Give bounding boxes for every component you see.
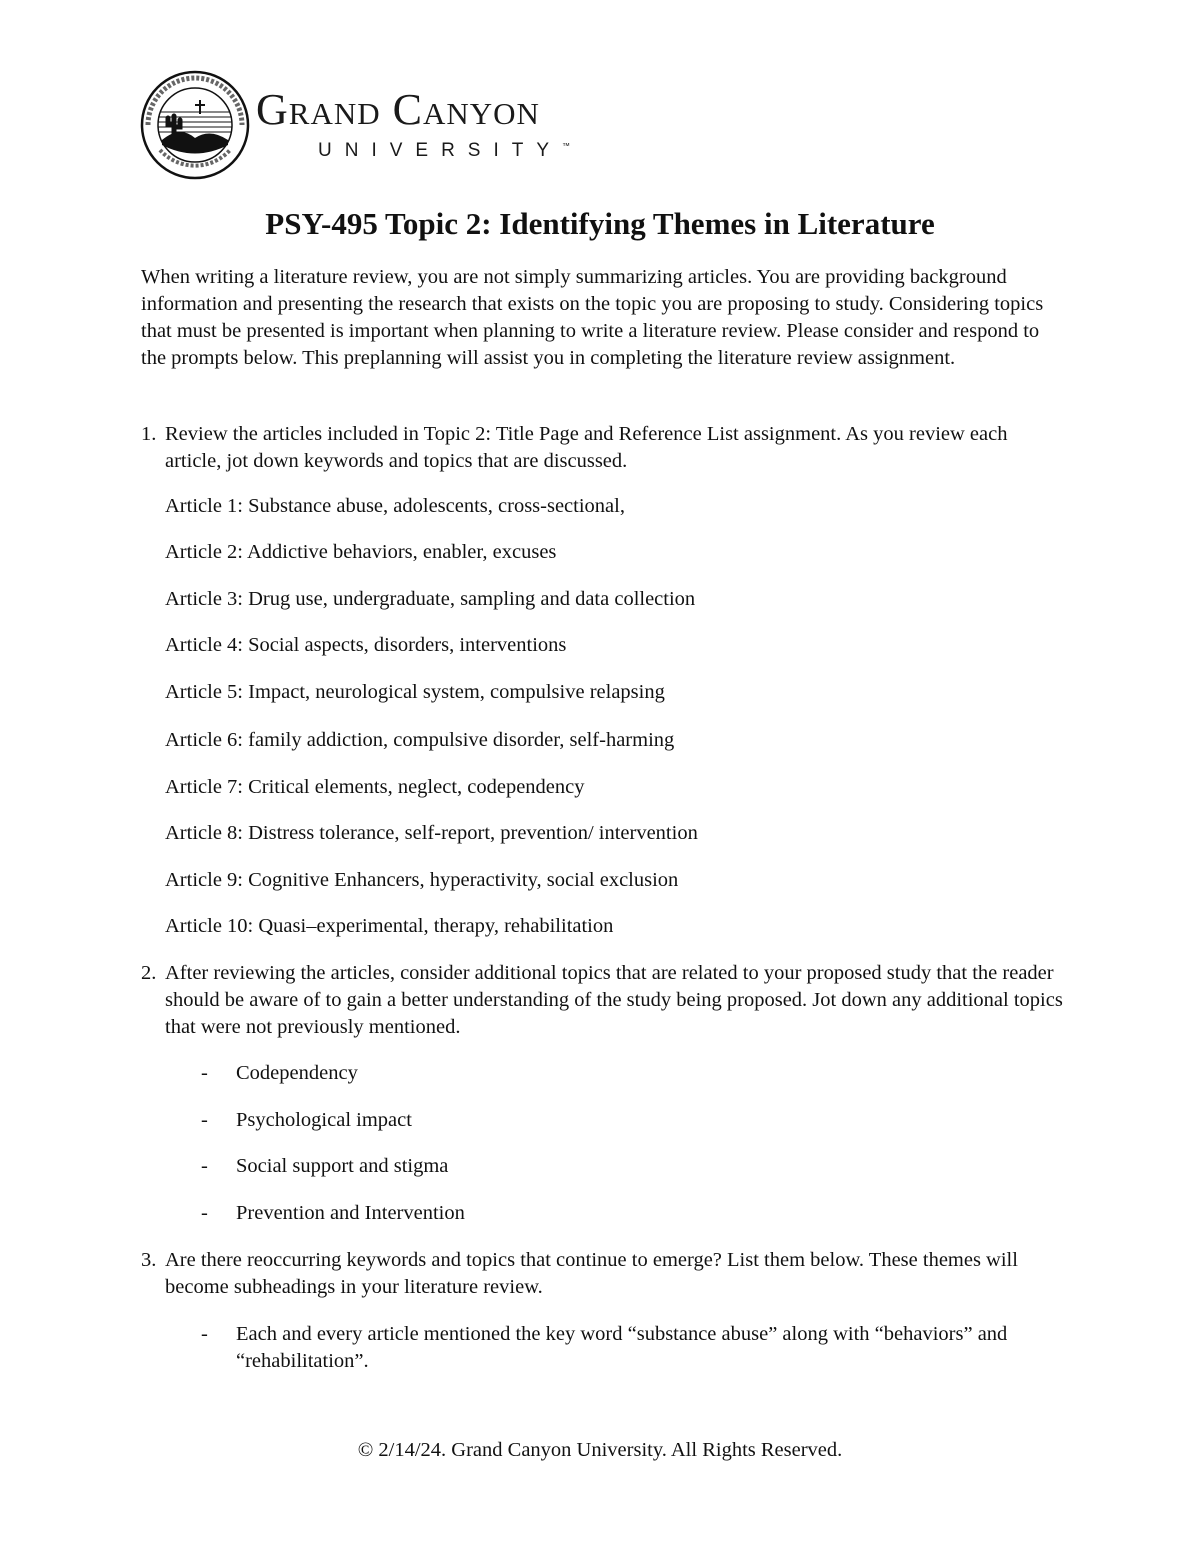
wordmark-university: UNIVERSITY	[318, 140, 563, 161]
wordmark-line-2	[318, 140, 570, 162]
article-10-keywords: Article 10: Quasi–experimental, therapy, rehabilitation	[165, 915, 614, 937]
article-6-keywords: Article 6: family addiction, compulsive disorder, self-harming	[165, 729, 675, 751]
article-8-keywords: Article 8: Distress tolerance, self-report, prevention/ intervention	[165, 822, 698, 844]
university-seal-icon	[140, 70, 250, 180]
copyright-footer: © 2/14/24. Grand Canyon University. All Rights Reserved.	[357, 1439, 843, 1461]
question-3-number: 3.	[141, 1249, 157, 1271]
article-2-keywords: Article 2: Addictive behaviors, enabler, excuses	[165, 541, 557, 563]
additional-topic-item: Codependency	[236, 1062, 358, 1084]
trademark-symbol: ™	[562, 141, 571, 151]
bullet-dash: -	[201, 1202, 208, 1224]
article-5-keywords: Article 5: Impact, neurological system, compulsive relapsing	[165, 681, 665, 703]
university-wordmark	[256, 85, 571, 162]
article-7-keywords: Article 7: Critical elements, neglect, codependency	[165, 776, 585, 798]
article-3-keywords: Article 3: Drug use, undergraduate, sampling and data collection	[165, 588, 696, 610]
additional-topic-item: Prevention and Intervention	[236, 1202, 465, 1224]
bullet-dash: -	[201, 1155, 208, 1177]
question-1-number: 1.	[141, 423, 157, 445]
additional-topic-item: Psychological impact	[236, 1109, 412, 1131]
article-1-keywords: Article 1: Substance abuse, adolescents, cross-sectional,	[165, 495, 625, 517]
recurring-theme-item: Each and every article mentioned the key word “substance abuse” along with “behaviors” and “rehabilitation”.	[236, 1323, 1008, 1372]
intro-paragraph: When writing a literature review, you are not simply summarizing articles. You are providing background information and presenting the research that exists on the topic you are proposing to study. Considering topics that must be presented is important when planning to write a literature review. Please consider and respond to the prompts below. This preplanning will assist you in completing the literature review assignment.	[141, 266, 1044, 369]
question-2-number: 2.	[141, 962, 157, 984]
question-3-text: Are there reoccurring keywords and topics that continue to emerge? List them below. These themes will become subheadings in your literature review.	[165, 1249, 1018, 1298]
page-title: PSY-495 Topic 2: Identifying Themes in Literature	[265, 206, 935, 241]
bullet-dash: -	[201, 1109, 208, 1131]
bullet-dash: -	[201, 1323, 208, 1345]
university-logo	[140, 70, 570, 180]
question-1-text: Review the articles included in Topic 2: Title Page and Reference List assignment. As you review each article, jot down keywords and topics that are discussed.	[165, 423, 1008, 472]
wordmark-line-1: Grand Canyon	[256, 85, 540, 134]
article-4-keywords: Article 4: Social aspects, disorders, interventions	[165, 634, 567, 656]
additional-topic-item: Social support and stigma	[236, 1155, 449, 1177]
bullet-dash: -	[201, 1062, 208, 1084]
question-2-text: After reviewing the articles, consider additional topics that are related to your proposed study that the reader should be aware of to gain a better understanding of the study being proposed. Jot down any additional topics that were not previously mentioned.	[165, 962, 1063, 1038]
article-9-keywords: Article 9: Cognitive Enhancers, hyperactivity, social exclusion	[165, 869, 679, 891]
